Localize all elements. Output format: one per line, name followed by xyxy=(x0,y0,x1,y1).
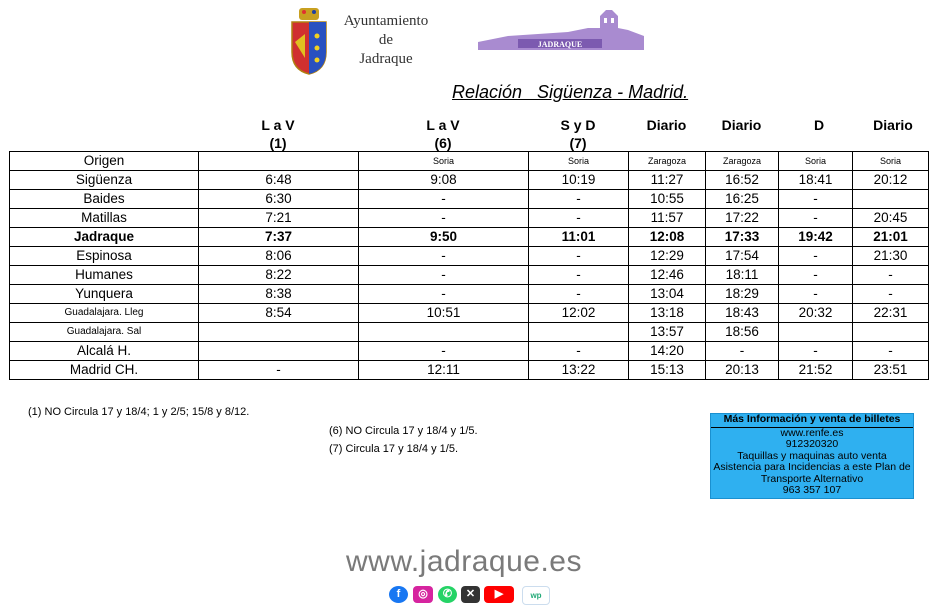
time-cell: 18:43 xyxy=(706,304,779,323)
time-cell: 6:30 xyxy=(199,190,359,209)
facebook-icon[interactable]: f xyxy=(389,586,408,603)
column-header-note: (1) xyxy=(269,135,287,151)
column-header xyxy=(855,116,931,134)
time-cell xyxy=(853,323,929,342)
time-cell: - xyxy=(529,247,629,266)
logo-text: JADRAQUE xyxy=(537,40,583,49)
time-cell: - xyxy=(529,209,629,228)
column-header xyxy=(528,116,628,152)
column-header-label: D xyxy=(813,117,825,133)
info-phone: 912320320 xyxy=(785,438,839,450)
jadraque-castle-logo xyxy=(478,6,644,56)
time-cell: 12:08 xyxy=(629,228,706,247)
stop-name: Baides xyxy=(10,190,199,209)
time-cell: 10:55 xyxy=(629,190,706,209)
whatsapp-icon[interactable]: ✆ xyxy=(438,586,457,603)
wp-icon[interactable]: wp xyxy=(522,586,550,605)
time-cell: 17:54 xyxy=(706,247,779,266)
table-row xyxy=(10,266,929,285)
time-cell: 8:22 xyxy=(199,266,359,285)
column-header-label: S y D xyxy=(560,117,596,133)
time-cell: - xyxy=(779,209,853,228)
time-cell xyxy=(199,323,359,342)
time-cell: 19:42 xyxy=(779,228,853,247)
time-cell xyxy=(529,323,629,342)
stop-name: Origen xyxy=(10,152,199,171)
table-row xyxy=(10,285,929,304)
time-cell: - xyxy=(529,190,629,209)
info-phone-2: 963 357 107 xyxy=(782,484,842,496)
time-cell: 13:22 xyxy=(529,361,629,380)
time-cell: - xyxy=(529,285,629,304)
stop-name: Humanes xyxy=(10,266,199,285)
stop-name: Espinosa xyxy=(10,247,199,266)
time-cell: 13:18 xyxy=(629,304,706,323)
stop-name: Jadraque xyxy=(10,228,199,247)
time-cell: - xyxy=(359,342,529,361)
stop-name: Guadalajara. Lleg xyxy=(10,304,199,323)
info-line-4: Asistencia para Incidencias a este Plan de xyxy=(713,461,911,473)
time-cell: 12:46 xyxy=(629,266,706,285)
info-line-5: Transporte Alternativo xyxy=(760,472,864,485)
time-cell: 14:20 xyxy=(629,342,706,361)
instagram-icon[interactable]: ◎ xyxy=(413,586,433,603)
time-cell: 20:45 xyxy=(853,209,929,228)
time-cell: - xyxy=(359,209,529,228)
table-row xyxy=(10,304,929,323)
time-cell: - xyxy=(853,285,929,304)
time-cell: - xyxy=(359,190,529,209)
time-cell: 11:57 xyxy=(629,209,706,228)
time-cell: 20:13 xyxy=(706,361,779,380)
time-cell: 8:06 xyxy=(199,247,359,266)
info-box xyxy=(710,413,914,499)
time-cell xyxy=(853,190,929,209)
column-header xyxy=(782,116,856,134)
time-cell: 10:51 xyxy=(359,304,529,323)
time-cell: 16:25 xyxy=(706,190,779,209)
time-cell: - xyxy=(199,361,359,380)
stop-name: Alcalá H. xyxy=(10,342,199,361)
column-header xyxy=(358,116,528,152)
column-header xyxy=(628,116,705,134)
page-title: Relación Sigüenza - Madrid. xyxy=(452,82,689,102)
time-cell: 7:21 xyxy=(199,209,359,228)
time-cell: 9:08 xyxy=(359,171,529,190)
time-cell: 12:11 xyxy=(359,361,529,380)
column-header-label: Diario xyxy=(873,117,913,133)
time-cell: Soria xyxy=(853,152,929,171)
time-cell: 12:29 xyxy=(629,247,706,266)
time-cell: 18:29 xyxy=(706,285,779,304)
timetable xyxy=(9,151,929,380)
time-cell xyxy=(779,323,853,342)
time-cell: 21:52 xyxy=(779,361,853,380)
time-cell: - xyxy=(359,247,529,266)
time-cell xyxy=(199,342,359,361)
stop-name: Yunquera xyxy=(10,285,199,304)
ayto-line-3: Jadraque xyxy=(359,51,413,67)
column-header xyxy=(198,116,358,152)
column-header-note: (6) xyxy=(434,135,452,151)
time-cell: 9:50 xyxy=(359,228,529,247)
time-cell: 21:30 xyxy=(853,247,929,266)
stop-name: Sigüenza xyxy=(10,171,199,190)
table-row xyxy=(10,152,929,171)
time-cell: - xyxy=(779,266,853,285)
ayuntamiento-text xyxy=(340,12,432,69)
time-cell: 17:22 xyxy=(706,209,779,228)
time-cell: 18:11 xyxy=(706,266,779,285)
time-cell: Soria xyxy=(779,152,853,171)
time-cell: 17:33 xyxy=(706,228,779,247)
time-cell: 21:01 xyxy=(853,228,929,247)
time-cell: 15:13 xyxy=(629,361,706,380)
youtube-icon[interactable]: ▶ xyxy=(484,586,514,603)
time-cell: Zaragoza xyxy=(706,152,779,171)
time-cell: - xyxy=(706,342,779,361)
info-line-3: Taquillas y maquinas auto venta xyxy=(737,449,887,462)
time-cell: 13:57 xyxy=(629,323,706,342)
table-row xyxy=(10,190,929,209)
info-title: Más Información y venta de billetes xyxy=(711,414,913,428)
note-1: (1) NO Circula 17 y 18/4; 1 y 2/5; 15/8 y 8/12. xyxy=(28,406,250,418)
stop-name: Madrid CH. xyxy=(10,361,199,380)
table-row xyxy=(10,247,929,266)
time-cell: - xyxy=(529,342,629,361)
ayto-line-1: Ayuntamiento xyxy=(343,13,429,29)
time-cell: 10:19 xyxy=(529,171,629,190)
time-cell xyxy=(359,323,529,342)
table-row xyxy=(10,171,929,190)
time-cell: 22:31 xyxy=(853,304,929,323)
table-row xyxy=(10,228,929,247)
time-cell: 11:01 xyxy=(529,228,629,247)
table-row xyxy=(10,342,929,361)
time-cell: Zaragoza xyxy=(629,152,706,171)
note-7: (7) Circula 17 y 18/4 y 1/5. xyxy=(329,443,459,455)
time-cell: - xyxy=(359,266,529,285)
column-header-label: L a V xyxy=(426,117,460,133)
time-cell: - xyxy=(529,266,629,285)
time-cell: 8:38 xyxy=(199,285,359,304)
time-cell: Soria xyxy=(529,152,629,171)
time-cell: 23:51 xyxy=(853,361,929,380)
column-header-note: (7) xyxy=(569,135,587,151)
time-cell: - xyxy=(779,285,853,304)
time-cell: 12:02 xyxy=(529,304,629,323)
column-header-label: Diario xyxy=(721,117,762,133)
time-cell: 13:04 xyxy=(629,285,706,304)
time-cell: 8:54 xyxy=(199,304,359,323)
info-web[interactable]: www.renfe.es xyxy=(780,426,844,439)
time-cell: - xyxy=(359,285,529,304)
note-6: (6) NO Circula 17 y 18/4 y 1/5. xyxy=(329,425,478,437)
time-cell: 18:41 xyxy=(779,171,853,190)
time-cell: 20:12 xyxy=(853,171,929,190)
table-row xyxy=(10,323,929,342)
time-cell: 18:56 xyxy=(706,323,779,342)
time-cell: 20:32 xyxy=(779,304,853,323)
time-cell: - xyxy=(779,247,853,266)
x-icon[interactable]: ✕ xyxy=(461,586,480,603)
time-cell xyxy=(199,152,359,171)
time-cell: Soria xyxy=(359,152,529,171)
time-cell: 6:48 xyxy=(199,171,359,190)
time-cell: 11:27 xyxy=(629,171,706,190)
time-cell: - xyxy=(779,342,853,361)
time-cell: - xyxy=(853,266,929,285)
ayto-line-2: de xyxy=(378,32,394,48)
column-header-label: L a V xyxy=(261,117,295,133)
table-row xyxy=(10,361,929,380)
time-cell: 7:37 xyxy=(199,228,359,247)
coat-of-arms-logo xyxy=(289,8,329,76)
time-cell: - xyxy=(853,342,929,361)
table-row xyxy=(10,209,929,228)
time-cell: 16:52 xyxy=(706,171,779,190)
stop-name: Matillas xyxy=(10,209,199,228)
column-header xyxy=(705,116,778,134)
website-link[interactable]: www.jadraque.es xyxy=(346,545,582,578)
time-cell: - xyxy=(779,190,853,209)
stop-name: Guadalajara. Sal xyxy=(10,323,199,342)
column-header-label: Diario xyxy=(646,117,687,133)
